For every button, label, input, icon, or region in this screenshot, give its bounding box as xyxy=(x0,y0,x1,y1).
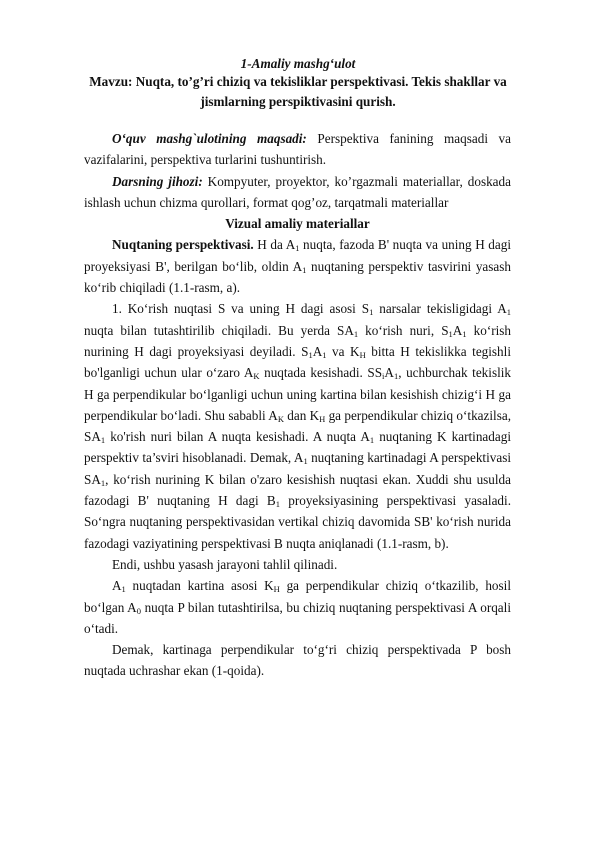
subscript: 0 xyxy=(136,605,141,616)
goal-label: O‘quv mashg`ulotining maqsadi: xyxy=(112,131,307,146)
equipment-text: Kompyuter, proyektor, ko’rgazmali materiallar, doskada ishlash uchun chizma qurollari, format qog’oz, tarqatmali materiallar xyxy=(84,173,511,210)
section-title: Vizual amaliy materiallar xyxy=(225,216,370,232)
subscript: 1 xyxy=(353,328,359,339)
text-run: nuqtada kesishadi. SS xyxy=(259,365,383,381)
text-run: dan K xyxy=(283,407,320,423)
subscript: K xyxy=(277,413,284,424)
equipment-paragraph xyxy=(84,171,511,214)
subscript: 1 xyxy=(295,243,300,254)
topic-line-2: jismlarning perspiktivasini qurish. xyxy=(200,94,396,109)
subscript: K xyxy=(253,371,260,382)
text-run: ko‘rish nurining H dagi proyeksiyasi deyiladi. S xyxy=(84,322,511,359)
text-run: A xyxy=(312,343,323,359)
subscript: H xyxy=(319,413,326,424)
paragraph-lead: Nuqtaning perspektivasi. xyxy=(112,237,254,253)
text-run: nuqta bilan tutashtirilib chiqiladi. Bu yerda SA xyxy=(84,322,354,338)
text-run: ga perpendikular chiziq o‘tkazilib, hosil bo‘lgan A xyxy=(84,578,511,615)
subscript: 1 xyxy=(369,435,375,446)
text-run: A xyxy=(112,578,122,594)
subscript: 1 xyxy=(322,349,327,360)
text-run: 1. Ko‘rish nuqtasi S va uning H dagi asosi S xyxy=(112,301,370,317)
subscript: 1 xyxy=(100,477,106,488)
subscript: 1 xyxy=(100,435,106,446)
text-run: narsalar tekisligidagi A xyxy=(373,301,507,317)
subscript: 1 xyxy=(302,264,307,275)
subscript: 1 xyxy=(275,499,280,510)
page-title: 1-Amaliy mashg‘ulot xyxy=(240,56,356,71)
subscript: 1 xyxy=(121,584,126,595)
text-run: A xyxy=(384,365,394,381)
subscript: H xyxy=(273,584,280,595)
equipment-label: Darsning jihozi: xyxy=(112,173,203,189)
subscript: H xyxy=(359,349,366,360)
paragraph-analysis: Endi, ushbu yasash jarayoni tahlil qilinadi. xyxy=(112,556,338,572)
text-run: nuqtadan kartina asosi K xyxy=(125,578,274,594)
text-run: nuqta, fazoda B' nuqta va uning H dagi proyeksiyasi B', berilgan bo‘lib, oldin A xyxy=(84,237,511,274)
subscript: 1 xyxy=(393,371,399,382)
text-run: proyeksiyasining perspektivasi yasaladi. So‘ngra nuqtaning perspektivasidan vertikal chiziq davomida SB' ko‘rish nurida fazodagi vaziyatining perspektivasi B nuqta aniqlanadi (1.1-rasm, b). xyxy=(84,493,511,551)
goal-text: Perspektiva fanining maqsadi va vazifalarini, perspektiva turlarini tushuntirish. xyxy=(84,131,511,168)
goal-paragraph xyxy=(84,128,511,171)
text-run: , ko‘rish nurining K bilan o'zaro kesishish nuqtasi ekan. Xuddi shu usulda fazodagi B' nuqtaning H dagi B xyxy=(84,471,511,509)
paragraph-rule-1: Demak, kartinaga perpendikular to‘g‘ri chiziq perspektivada P bosh nuqtada uchrashar ekan (1-qoida). xyxy=(84,642,511,679)
subscript: 1 xyxy=(448,328,453,339)
text-run: ko‘rish nuri, S xyxy=(358,322,449,338)
text-run: A xyxy=(452,322,463,338)
text-run: nuqtaning kartinadagi A perspektivasi SA xyxy=(84,450,511,487)
text-run: H da A xyxy=(253,237,296,253)
subscript: 1 xyxy=(369,307,374,318)
paragraph-perpendicular-line xyxy=(84,575,511,639)
text-run: nuqta P bilan tutashtirilsa, bu chiziq nuqtaning perspektivasi A orqali o‘tadi. xyxy=(84,599,511,636)
paragraph-step-1 xyxy=(84,298,511,554)
text-run: nuqtaning perspektiv tasvirini yasash ko‘rib chiqiladi (1.1-rasm, a). xyxy=(84,258,511,296)
text-run: , uchburchak tekislik H ga perpendikular bo‘lganligi uchun uning kartina bilan kesishish chizig‘i H ga perpendikular bo‘ladi. Shu sababli A xyxy=(84,365,511,423)
body-text xyxy=(84,128,511,682)
topic-line-1: Mavzu: Nuqta, to’g’ri chiziq va tekisliklar perspektivasi. Tekis shakllar va xyxy=(89,74,507,89)
text-run: nuqtaning K kartinadagi perspektiv ta’sviri hisoblanadi. Demak, A xyxy=(84,429,511,466)
subscript: i xyxy=(382,371,385,382)
subscript: 1 xyxy=(308,349,313,360)
text-run: bitta H tekislikka tegishli bo'lganligi uchun ular o‘zaro A xyxy=(84,343,511,381)
text-run: ga perpendikular chiziq o‘tkazilsa, SA xyxy=(84,407,511,445)
subscript: 1 xyxy=(506,307,511,318)
paragraph-point-perspective xyxy=(84,234,511,298)
text-run: ko'rish nuri bilan A nuqta kesishadi. A nuqta A xyxy=(105,429,370,445)
subscript: 1 xyxy=(303,456,308,467)
subscript: 1 xyxy=(462,328,467,339)
text-run: va K xyxy=(326,343,360,359)
